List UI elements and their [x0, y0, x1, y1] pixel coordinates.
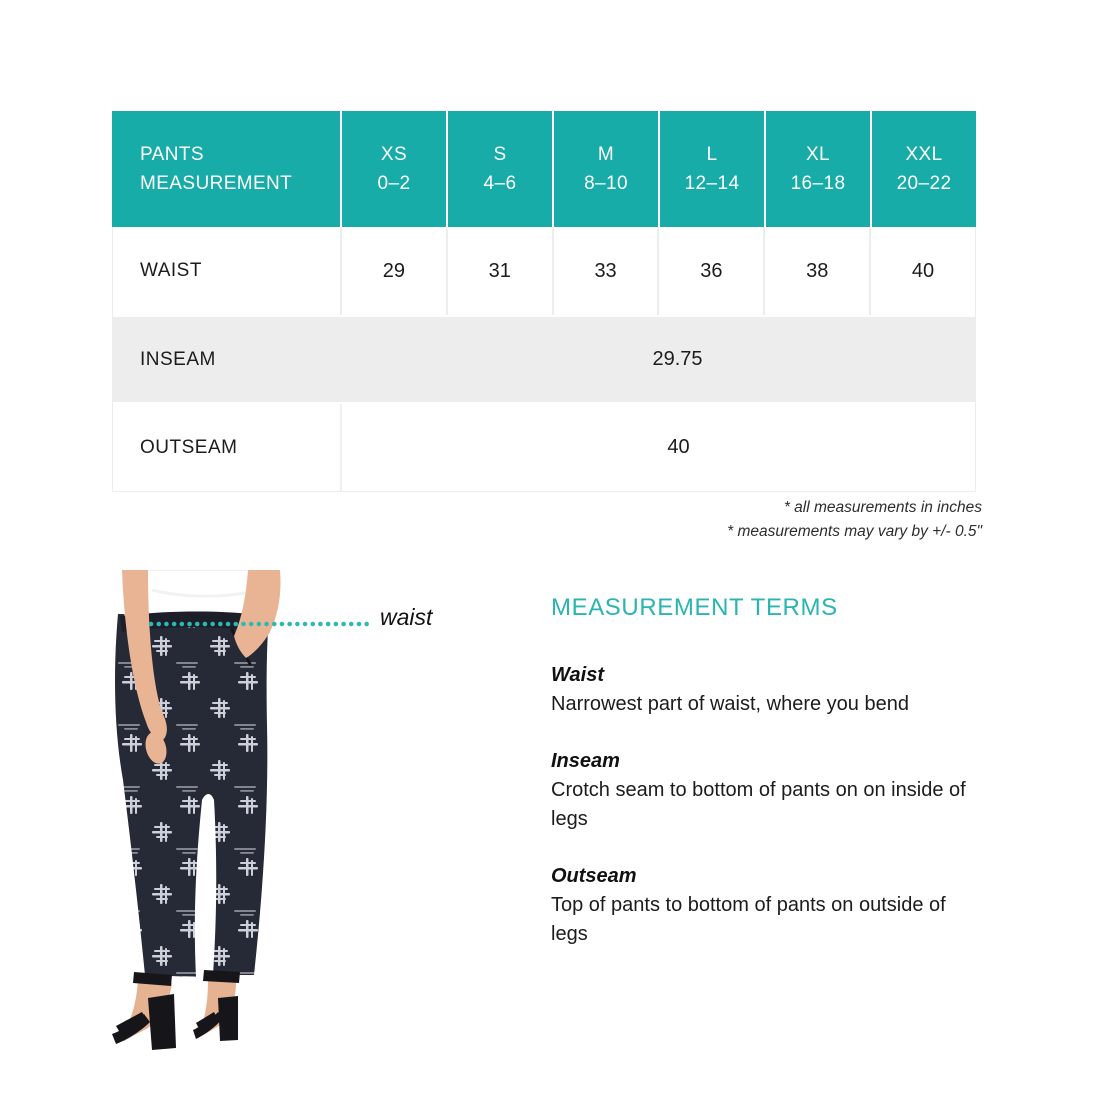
table-header-xs [342, 111, 446, 227]
waist-value-xl: 38 [763, 227, 869, 315]
term-name: Waist [551, 664, 604, 686]
footnote-tolerance: * measurements may vary by +/- 0.5" [727, 523, 982, 540]
term-name: Outseam [551, 865, 637, 887]
size-range: 16–18 [790, 173, 846, 194]
waist-value-xxl: 40 [869, 227, 975, 315]
measurement-terms-section [551, 594, 979, 949]
term-definition: Crotch seam to bottom of pants on on inside of legs [551, 779, 966, 830]
size-name: M [597, 144, 615, 165]
size-chart-table [112, 111, 976, 492]
table-row-outseam [113, 404, 975, 491]
size-name: XL [805, 144, 831, 165]
row-label-outseam: OUTSEAM [140, 436, 238, 458]
size-range: 20–22 [896, 173, 952, 194]
waist-dotted-line [148, 616, 374, 626]
waist-value-xs: 29 [340, 227, 446, 315]
measurement-terms-title: MEASUREMENT TERMS [551, 594, 838, 621]
table-header-xl [766, 111, 870, 227]
table-header-row [112, 111, 976, 227]
model-photo-illustration [90, 570, 370, 1085]
waist-line-label: waist [380, 604, 433, 630]
model-figure-svg [90, 570, 370, 1085]
size-name: L [706, 144, 718, 165]
size-name: XS [380, 144, 408, 165]
footnotes [727, 496, 982, 544]
left-heel-sandal [112, 972, 176, 1050]
size-range: 4–6 [483, 173, 517, 194]
size-range: 12–14 [684, 173, 740, 194]
table-body [112, 227, 976, 492]
size-range: 8–10 [584, 173, 628, 194]
table-header-l [660, 111, 764, 227]
header-label-line1: PANTS [140, 144, 204, 165]
term-inseam [551, 747, 979, 834]
table-row-inseam [113, 315, 975, 404]
row-label-waist: WAIST [140, 260, 202, 281]
table-header-m [554, 111, 658, 227]
right-heel-sandal [193, 970, 240, 1041]
term-definition: Top of pants to bottom of pants on outside of legs [551, 894, 946, 945]
term-name: Inseam [551, 750, 620, 772]
table-header-corner [112, 111, 340, 227]
waist-value-l: 36 [657, 227, 763, 315]
header-label-line2: MEASUREMENT [140, 173, 293, 194]
inseam-value: 29.75 [652, 348, 703, 370]
footnote-units: * all measurements in inches [783, 499, 982, 516]
table-row-waist [113, 227, 975, 315]
term-outseam [551, 862, 979, 949]
size-name: S [493, 144, 507, 165]
table-header-xxl [872, 111, 976, 227]
size-range: 0–2 [377, 173, 411, 194]
waist-value-s: 31 [446, 227, 552, 315]
row-label-inseam: INSEAM [140, 348, 216, 370]
waist-value-m: 33 [552, 227, 658, 315]
term-definition: Narrowest part of waist, where you bend [551, 693, 909, 715]
outseam-value: 40 [340, 404, 975, 491]
table-header-s [448, 111, 552, 227]
size-name: XXL [905, 144, 943, 165]
term-waist [551, 661, 979, 719]
